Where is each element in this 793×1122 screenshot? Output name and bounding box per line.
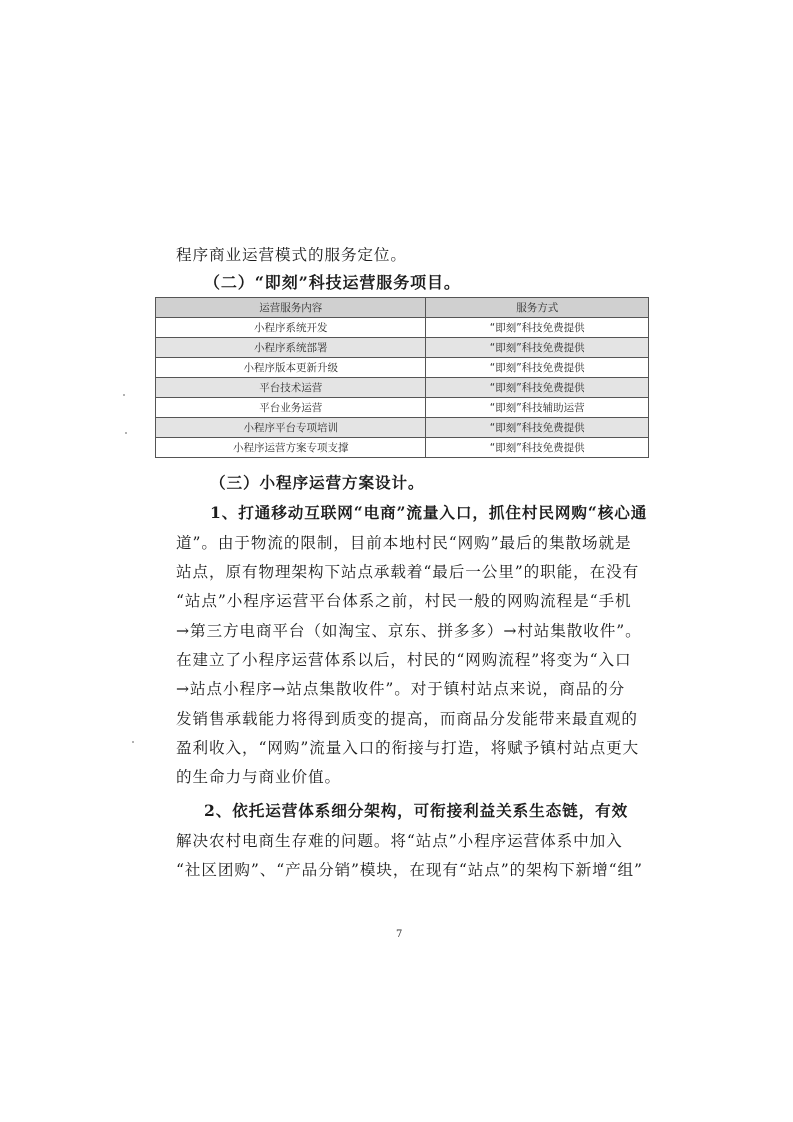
table-cell: 平台技术运营	[156, 378, 426, 398]
paragraph-line: →第三方电商平台（如淘宝、京东、拼多多）→村站集散收件”。	[176, 622, 642, 640]
table-row	[156, 438, 649, 458]
paragraph-line: 解决农村电商生存难的问题。将“站点”小程序运营体系中加入	[176, 832, 623, 850]
table-row	[156, 398, 649, 418]
table-header-row	[156, 298, 649, 318]
paragraph-line: →站点小程序→站点集散收件”。对于镇村站点来说，商品的分	[176, 680, 626, 698]
table-cell: 小程序版本更新升级	[156, 358, 426, 378]
table-cell: “即刻”科技免费提供	[426, 418, 649, 438]
paragraph-line: 2、依托运营体系细分架构，可衔接利益关系生态链，有效	[204, 801, 629, 820]
paragraph-line: 站点，原有物理架构下站点承载着“最后一公里”的职能，在没有	[176, 563, 640, 581]
table-header-cell: 服务方式	[426, 298, 649, 318]
service-table	[155, 297, 649, 458]
table-cell: “即刻”科技免费提供	[426, 378, 649, 398]
paragraph-line: “社区团购”、“产品分销”模块，在现有“站点”的架构下新增“组”	[176, 861, 643, 879]
paragraph-line: 1、打通移动互联网“电商”流量入口，抓住村民网购“核心通	[210, 503, 648, 522]
section-heading-2: （二）“即刻”科技运营服务项目。	[204, 273, 461, 292]
table-cell: 小程序运营方案专项支撑	[156, 438, 426, 458]
table-row	[156, 318, 649, 338]
table-cell: “即刻”科技免费提供	[426, 438, 649, 458]
table-cell: 小程序平台专项培训	[156, 418, 426, 438]
table-cell: 小程序系统部署	[156, 338, 426, 358]
table-cell: “即刻”科技免费提供	[426, 318, 649, 338]
table-cell: 小程序系统开发	[156, 318, 426, 338]
scan-speck	[123, 394, 125, 396]
section-heading-3: （三）小程序运营方案设计。	[210, 473, 425, 492]
paragraph-line: 在建立了小程序运营体系以后，村民的“网购流程”将变为“入口	[176, 651, 632, 669]
paragraph-line: 发销售承载能力将得到质变的提高，而商品分发能带来最直观的	[176, 710, 638, 728]
paragraph-line: “站点”小程序运营平台体系之前，村民一般的网购流程是“手机	[176, 592, 632, 610]
paragraph-line: 道”。由于物流的限制，目前本地村民“网购”最后的集散场就是	[176, 534, 632, 552]
paragraph-line: 程序商业运营模式的服务定位。	[176, 246, 407, 264]
scan-speck	[132, 741, 134, 743]
table-header-cell: 运营服务内容	[156, 298, 426, 318]
table-cell: “即刻”科技辅助运营	[426, 398, 649, 418]
table-cell: “即刻”科技免费提供	[426, 338, 649, 358]
table-row	[156, 338, 649, 358]
scan-speck	[125, 432, 127, 434]
table-row	[156, 378, 649, 398]
paragraph-line: 的生命力与商业价值。	[176, 768, 341, 786]
table-row	[156, 358, 649, 378]
table-row	[156, 418, 649, 438]
paragraph-line: 盈利收入，“网购”流量入口的衔接与打造，将赋予镇村站点更大	[176, 739, 640, 757]
table-cell: “即刻”科技免费提供	[426, 358, 649, 378]
table-cell: 平台业务运营	[156, 398, 426, 418]
page-number: 7	[396, 929, 403, 940]
